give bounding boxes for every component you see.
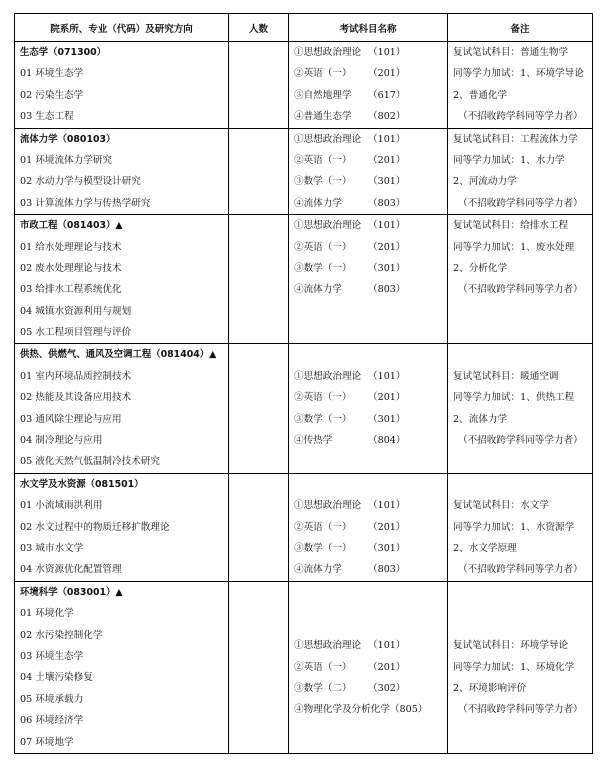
- exam-subject-name: ②英语（一）: [294, 392, 352, 404]
- exam-subject: [289, 678, 447, 699]
- note-line: 复试笔试科目：给排水工程: [453, 220, 569, 232]
- research-direction: 01 环境流体力学研究: [20, 154, 113, 166]
- research-direction: 04 城镇水资源利用与规划: [20, 305, 132, 317]
- research-direction: 01 给水处理理论与技术: [20, 241, 122, 253]
- exam-cell: [289, 344, 448, 473]
- exam-subject: [289, 430, 447, 451]
- research-direction: 05 水工程项目管理与评价: [20, 327, 132, 339]
- research-direction: 02 水动力学与模型设计研究: [20, 176, 141, 188]
- section-row: [15, 473, 593, 581]
- note-line: （不招收跨学科同等学力者）: [458, 435, 583, 447]
- note-line: 复试笔试科目：暖通空调: [453, 370, 559, 382]
- note-line: 2、流体力学: [453, 413, 508, 425]
- note-line: 复试笔试科目：工程流体力学: [453, 133, 578, 145]
- exam-subject-code: （803）: [368, 564, 406, 576]
- exam-subject-code: （805）: [389, 704, 428, 716]
- exam-cell: [289, 42, 448, 129]
- exam-subject-code: （201）: [368, 521, 406, 533]
- exam-subject-name: ①思想政治理论: [294, 370, 362, 382]
- note-line: 2、环境影响评价: [453, 683, 527, 695]
- note-line: 2、普通化学: [453, 89, 508, 101]
- exam-subject: [289, 657, 447, 678]
- note-line: 同等学力加试：1、水资源学: [453, 521, 575, 533]
- exam-subject: [289, 106, 447, 127]
- research-direction: 05 液化天然气低温制冷技术研究: [20, 456, 160, 468]
- research-direction: 02 水污染控制化学: [20, 629, 103, 641]
- exam-subject: [289, 237, 447, 258]
- program-title: 生态学（071300）: [20, 47, 107, 58]
- count-cell: [229, 42, 289, 129]
- exam-subject-name: ①思想政治理论: [294, 220, 362, 232]
- research-direction: 03 城市水文学: [20, 542, 84, 554]
- program-cell: [15, 42, 229, 129]
- note-line: 2、河流动力学: [453, 176, 517, 188]
- table-body: [15, 42, 593, 754]
- exam-subject-name: ④流体力学: [294, 284, 342, 296]
- program-cell: [15, 215, 229, 344]
- note-line: （不招收跨学科同等学力者）: [458, 704, 583, 716]
- exam-subject-name: ③数学（二）: [294, 683, 352, 695]
- exam-subject: [289, 538, 447, 559]
- note-line: 同等学力加试：1、废水处理: [453, 241, 575, 253]
- count-cell: [229, 581, 289, 753]
- count-cell: [229, 473, 289, 581]
- header-exams: 考试科目名称: [289, 14, 448, 42]
- exam-subject-name: ②英语（一）: [294, 661, 352, 673]
- exam-subject: [289, 150, 447, 171]
- exam-subject-code: （802）: [368, 111, 406, 123]
- section-row: [15, 215, 593, 344]
- exam-subject-name: ①思想政治理论: [294, 47, 362, 58]
- exam-subject-name: ④流体力学: [294, 564, 342, 576]
- research-direction: 06 环境经济学: [20, 715, 84, 727]
- note-line: 复试笔试科目：环境学导论: [453, 640, 569, 652]
- program-title: 市政工程（081403）▲: [20, 220, 123, 232]
- notes-cell: [448, 128, 593, 215]
- research-direction: 03 给排水工程系统优化: [20, 284, 122, 296]
- program-cell: [15, 128, 229, 215]
- notes-cell: [448, 215, 593, 344]
- exam-subject-name: ④物理化学及分析化学: [294, 704, 390, 716]
- research-direction: 02 水文过程中的物质迁移扩散理论: [20, 521, 170, 533]
- exam-subject: [289, 495, 447, 516]
- research-direction: 03 计算流体力学与传热学研究: [20, 197, 151, 209]
- exam-subject-name: ③数学（一）: [294, 542, 352, 554]
- program-title: 流体力学（080103）: [20, 133, 116, 145]
- exam-subject-name: ③数学（一）: [294, 413, 352, 425]
- exam-subject-name: ②英语（一）: [294, 68, 352, 80]
- exam-subject: [289, 409, 447, 430]
- exam-subject: [289, 699, 447, 720]
- notes-cell: [448, 581, 593, 753]
- exam-cell: [289, 473, 448, 581]
- research-direction: 04 土壤污染修复: [20, 672, 93, 684]
- exam-subject-code: （301）: [368, 176, 406, 188]
- exam-subject-name: ②英语（一）: [294, 521, 352, 533]
- note-line: 同等学力加试：1、水力学: [453, 154, 565, 166]
- exam-subject: [289, 63, 447, 84]
- exam-subject-name: ①思想政治理论: [294, 640, 362, 652]
- header-program: 院系所、专业（代码）及研究方向: [15, 14, 229, 42]
- research-direction: 01 室内环境品质控制技术: [20, 370, 132, 382]
- exam-subject: [289, 559, 447, 580]
- exam-subject-name: ④普通生态学: [294, 111, 352, 123]
- exam-subject-code: （201）: [368, 241, 406, 253]
- exam-subject-name: ③自然地理学: [294, 89, 352, 101]
- section-row: [15, 42, 593, 129]
- note-line: 2、水文学原理: [453, 542, 517, 554]
- program-title: 供热、供燃气、通风及空调工程（081404）▲: [20, 349, 217, 361]
- notes-cell: [448, 344, 593, 473]
- exam-subject-code: （301）: [368, 542, 406, 554]
- exam-subject: [289, 387, 447, 408]
- exam-subject-name: ①思想政治理论: [294, 500, 362, 512]
- note-line: （不招收跨学科同等学力者）: [458, 197, 583, 209]
- exam-subject-code: （101）: [368, 500, 406, 512]
- header-notes: 备注: [448, 14, 593, 42]
- exam-subject: [289, 215, 447, 236]
- exam-cell: [289, 128, 448, 215]
- exam-subject-code: （201）: [368, 661, 406, 673]
- exam-subject-code: （101）: [368, 370, 406, 382]
- exam-subject-code: （101）: [368, 47, 406, 58]
- exam-subject-name: ②英语（一）: [294, 241, 352, 253]
- research-direction: 07 环境地学: [20, 736, 74, 748]
- exam-subject-code: （101）: [368, 220, 406, 232]
- exam-subject-name: ③数学（一）: [294, 262, 352, 274]
- notes-cell: [448, 42, 593, 129]
- exam-subject: [289, 129, 447, 150]
- note-line: 同等学力加试：1、供热工程: [453, 392, 575, 404]
- research-direction: 02 热能及其设备应用技术: [20, 392, 132, 404]
- note-line: 同等学力加试：1、环境学导论: [453, 68, 584, 80]
- notes-cell: [448, 473, 593, 581]
- admissions-table: [14, 13, 593, 754]
- section-row: [15, 344, 593, 473]
- header-row: [15, 14, 593, 42]
- exam-subject-name: ③数学（一）: [294, 176, 352, 188]
- exam-subject-code: （301）: [368, 262, 406, 274]
- exam-cell: [289, 215, 448, 344]
- research-direction: 02 废水处理理论与技术: [20, 262, 122, 274]
- exam-subject: [289, 517, 447, 538]
- research-direction: 01 环境化学: [20, 608, 74, 620]
- program-title: 环境科学（083001）▲: [20, 586, 123, 598]
- research-direction: 04 水资源优化配置管理: [20, 564, 122, 576]
- exam-subject: [289, 85, 447, 106]
- exam-cell: [289, 581, 448, 753]
- header-count: 人数: [229, 14, 289, 42]
- exam-subject-code: （617）: [368, 89, 406, 101]
- exam-subject-name: ①思想政治理论: [294, 133, 362, 145]
- exam-subject: [289, 366, 447, 387]
- research-direction: 02 污染生态学: [20, 89, 84, 101]
- exam-subject: [289, 193, 447, 214]
- exam-subject-code: （301）: [368, 413, 406, 425]
- note-line: 2、分析化学: [453, 262, 508, 274]
- count-cell: [229, 215, 289, 344]
- note-line: 复试笔试科目：普通生物学: [453, 47, 569, 58]
- exam-subject-name: ④流体力学: [294, 197, 342, 209]
- research-direction: 03 生态工程: [20, 111, 74, 123]
- research-direction: 01 小流域雨洪利用: [20, 500, 103, 512]
- exam-subject-code: （803）: [368, 197, 406, 209]
- section-row: [15, 581, 593, 753]
- exam-subject: [289, 171, 447, 192]
- note-line: （不招收跨学科同等学力者）: [458, 564, 583, 576]
- exam-subject: [289, 42, 447, 63]
- note-line: 同等学力加试：1、环境化学: [453, 661, 575, 673]
- exam-subject-code: （101）: [368, 640, 406, 652]
- exam-subject: [289, 279, 447, 300]
- research-direction: 01 环境生态学: [20, 68, 84, 80]
- exam-subject-code: （201）: [368, 154, 406, 166]
- note-line: （不招收跨学科同等学力者）: [458, 284, 583, 296]
- note-line: 复试笔试科目：水文学: [453, 500, 549, 512]
- exam-subject-code: （803）: [368, 284, 406, 296]
- research-direction: 05 环境承载力: [20, 693, 84, 705]
- exam-subject-code: （302）: [368, 683, 406, 695]
- program-title: 水文学及水资源（081501）: [20, 478, 144, 490]
- exam-subject: [289, 258, 447, 279]
- count-cell: [229, 344, 289, 473]
- exam-subject-code: （201）: [368, 68, 406, 80]
- research-direction: 04 制冷理论与应用: [20, 435, 103, 447]
- note-line: （不招收跨学科同等学力者）: [458, 111, 583, 123]
- exam-subject-name: ④传热学: [294, 435, 333, 447]
- research-direction: 03 环境生态学: [20, 650, 84, 662]
- exam-subject-code: （101）: [368, 133, 406, 145]
- exam-subject-name: ②英语（一）: [294, 154, 352, 166]
- exam-subject-code: （201）: [368, 392, 406, 404]
- exam-subject-code: （804）: [368, 435, 406, 447]
- count-cell: [229, 128, 289, 215]
- research-direction: 03 通风除尘理论与应用: [20, 413, 122, 425]
- section-row: [15, 128, 593, 215]
- program-cell: [15, 581, 229, 753]
- program-cell: [15, 344, 229, 473]
- exam-subject: [289, 635, 447, 656]
- program-cell: [15, 473, 229, 581]
